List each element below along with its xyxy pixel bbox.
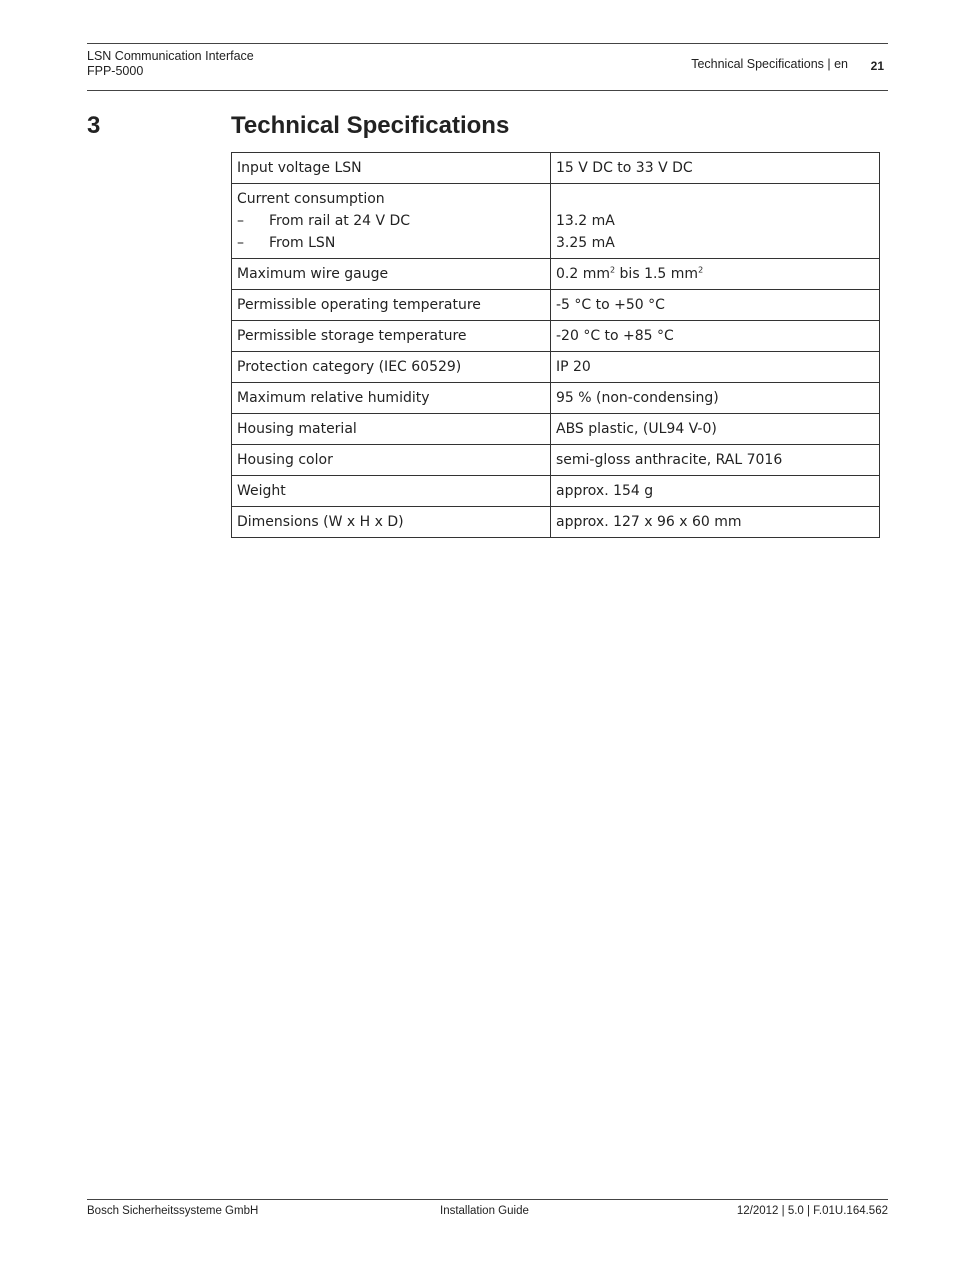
table-row	[232, 184, 880, 259]
spec-spacer	[556, 188, 874, 210]
spec-sub-item	[237, 232, 545, 254]
header-section: Technical Specifications | en	[691, 57, 848, 71]
spec-value: semi-gloss anthracite, RAL 7016	[551, 445, 880, 476]
page-number: 21	[870, 59, 884, 73]
table-row	[232, 352, 880, 383]
list-dash: –	[237, 235, 244, 251]
spec-label: Protection category (IEC 60529)	[232, 352, 551, 383]
spec-sub-label: From LSN	[269, 235, 336, 251]
footer-company: Bosch Sicherheitssysteme GmbH	[87, 1205, 259, 1217]
table-row	[232, 383, 880, 414]
chapter-title: Technical Specifications	[231, 112, 510, 139]
superscript: 2	[610, 265, 616, 275]
specifications-table	[231, 152, 880, 538]
table-row	[232, 414, 880, 445]
list-dash: –	[237, 213, 244, 229]
table-row	[232, 153, 880, 184]
spec-value: -5 °C to +50 °C	[551, 290, 880, 321]
spec-label: Maximum relative humidity	[232, 383, 551, 414]
spec-label: Permissible operating temperature	[232, 290, 551, 321]
table-row	[232, 290, 880, 321]
spec-label: Dimensions (W x H x D)	[232, 507, 551, 538]
table-row	[232, 445, 880, 476]
spec-value: IP 20	[551, 352, 880, 383]
spec-sub-item	[237, 210, 545, 232]
page-footer	[87, 1199, 888, 1217]
footer-doc-ref: 12/2012 | 5.0 | F.01U.164.562	[736, 1205, 888, 1217]
spec-label: Weight	[232, 476, 551, 507]
spec-label: Maximum wire gauge	[232, 259, 551, 290]
spec-value: 95 % (non-condensing)	[551, 383, 880, 414]
spec-label: Input voltage LSN	[232, 153, 551, 184]
spec-label-cell	[232, 184, 551, 259]
table-row	[232, 321, 880, 352]
spec-value: 0.2 mm	[556, 266, 610, 282]
spec-value-cell	[551, 184, 880, 259]
spec-value-cell	[551, 259, 880, 290]
spec-value: approx. 154 g	[551, 476, 880, 507]
spec-value: 13.2 mA	[556, 213, 615, 229]
spec-label: Housing material	[232, 414, 551, 445]
spec-label: Current consumption	[237, 191, 385, 207]
table-row	[232, 259, 880, 290]
spec-sub-label: From rail at 24 V DC	[269, 213, 411, 229]
spec-value: approx. 127 x 96 x 60 mm	[551, 507, 880, 538]
spec-label: Permissible storage temperature	[232, 321, 551, 352]
page-header	[87, 43, 888, 91]
spec-value: bis 1.5 mm	[615, 266, 699, 282]
table-row	[232, 476, 880, 507]
spec-value: 15 V DC to 33 V DC	[551, 153, 880, 184]
header-product-info	[87, 49, 254, 79]
spec-value: -20 °C to +85 °C	[551, 321, 880, 352]
spec-value: 3.25 mA	[556, 235, 615, 251]
chapter-number: 3	[87, 112, 101, 139]
table-row	[232, 507, 880, 538]
spec-value: ABS plastic, (UL94 V-0)	[551, 414, 880, 445]
header-model: FPP-5000	[87, 64, 144, 78]
header-product-name: LSN Communication Interface	[87, 49, 254, 63]
superscript: 2	[698, 265, 704, 275]
footer-doc-type: Installation Guide	[440, 1205, 529, 1217]
spec-label: Housing color	[232, 445, 551, 476]
